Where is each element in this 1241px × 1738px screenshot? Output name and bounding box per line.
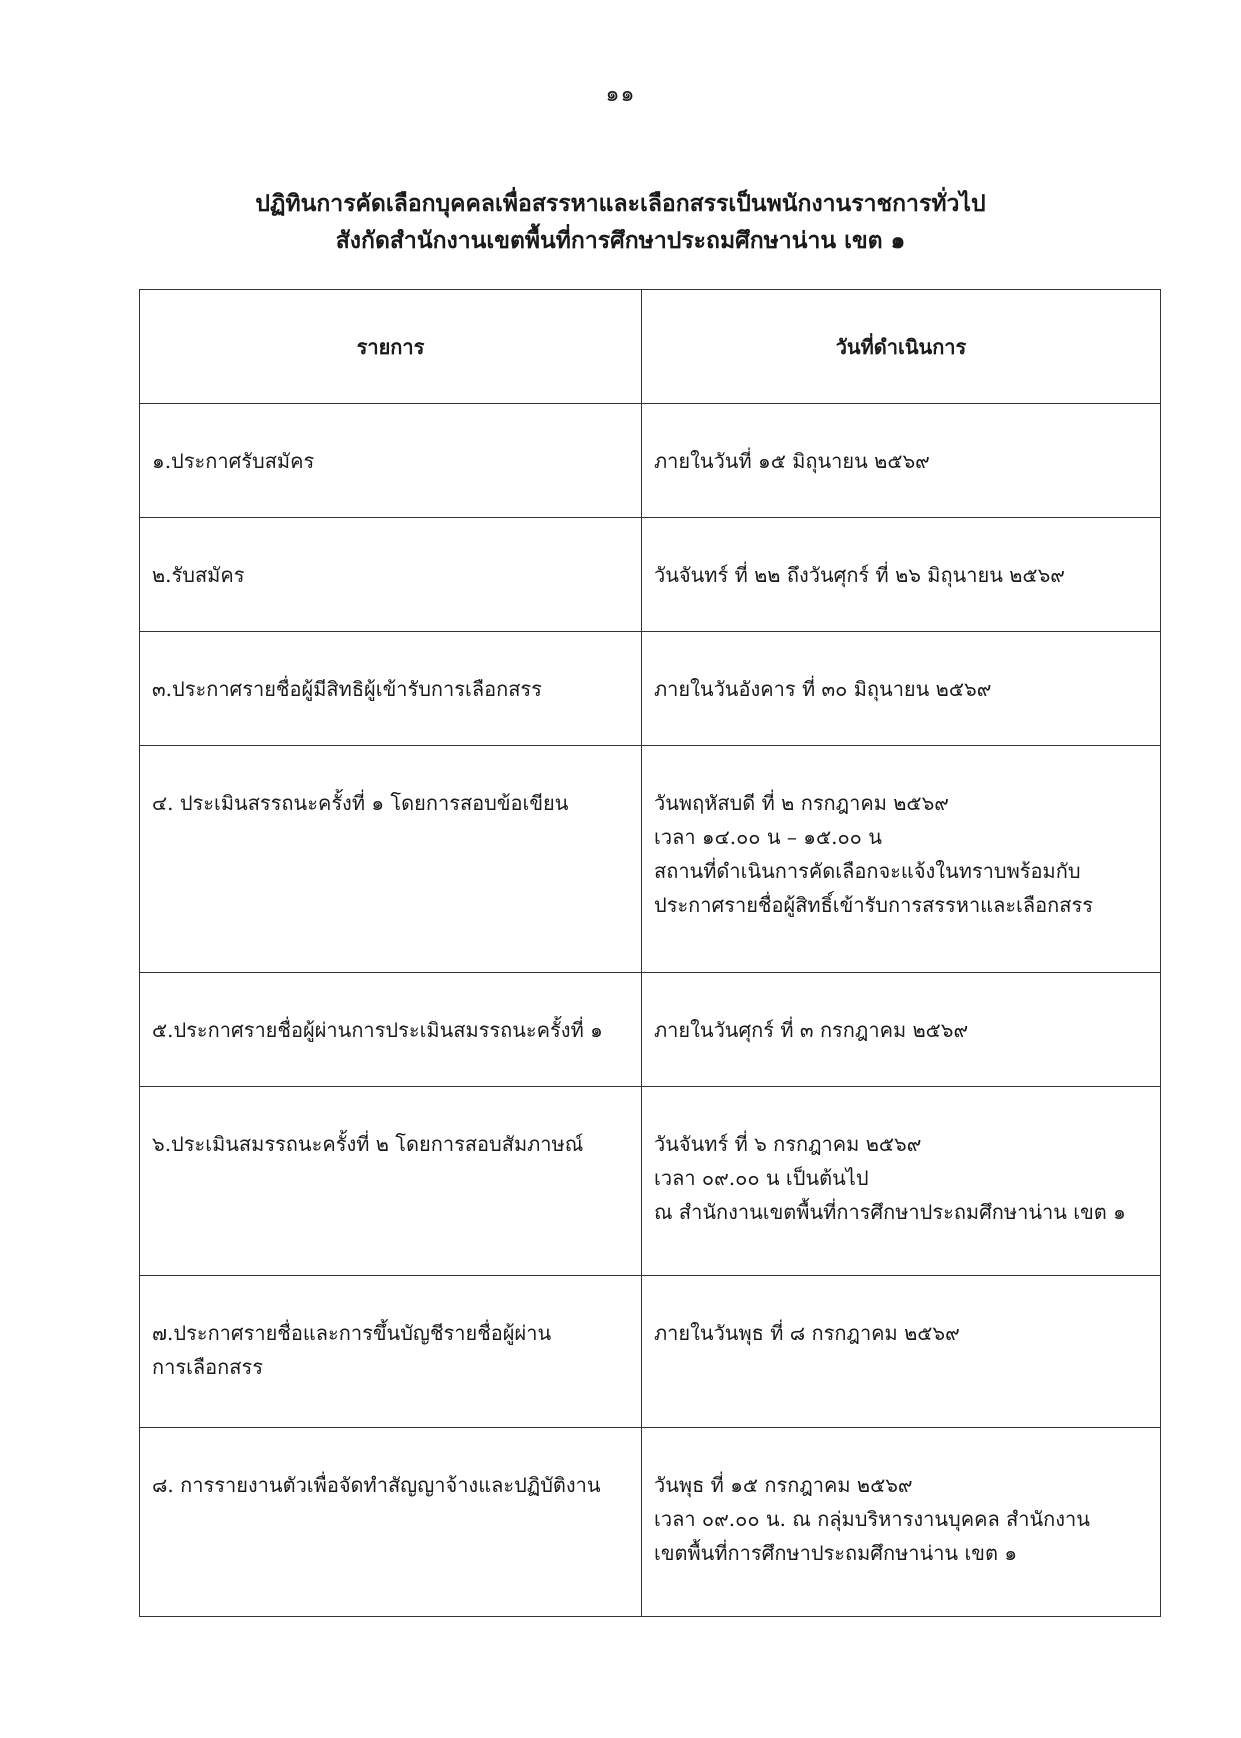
- document-title-line-1: ปฏิทินการคัดเลือกบุคคลเพื่อสรรหาและเลือกสรรเป็นพนักงานราชการทั่วไป: [255, 190, 986, 217]
- venue-text: ณ สำนักงานเขตพื้นที่การศึกษาประถมศึกษาน่าน เขต ๑: [654, 1200, 1126, 1224]
- table-row: [140, 632, 1161, 746]
- date-cell: [642, 1428, 1161, 1617]
- item-cell: [140, 632, 642, 746]
- table-header-row: [140, 290, 1161, 404]
- item-text: ๑.ประกาศรับสมัคร: [152, 449, 315, 473]
- item-text: ๔. ประเมินสรรถนะครั้งที่ ๑ โดยการสอบข้อเขียน: [152, 791, 569, 815]
- date-text: วันพฤหัสบดี ที่ ๒ กรกฎาคม ๒๕๖๙: [654, 791, 949, 815]
- date-text: วันพุธ ที่ ๑๕ กรกฎาคม ๒๕๖๙: [654, 1473, 913, 1497]
- date-text: ภายในวันที่ ๑๕ มิถุนายน ๒๕๖๙: [654, 449, 930, 473]
- date-cell: [642, 518, 1161, 632]
- date-cell: [642, 973, 1161, 1087]
- table-row: [140, 746, 1161, 973]
- page-number: ๑๑: [605, 82, 636, 107]
- item-text: ๖.ประเมินสมรรถนะครั้งที่ ๒ โดยการสอบสัมภาษณ์: [152, 1132, 584, 1156]
- table-row: [140, 518, 1161, 632]
- venue-note-text: สถานที่ดำเนินการคัดเลือกจะแจ้งในทราบพร้อมกับ: [654, 859, 1081, 883]
- venue-text: เขตพื้นที่การศึกษาประถมศึกษาน่าน เขต ๑: [654, 1541, 1018, 1565]
- item-cell: [140, 1276, 642, 1428]
- table-row: [140, 973, 1161, 1087]
- date-cell: [642, 1276, 1161, 1428]
- item-cell: [140, 1428, 642, 1617]
- time-text: เวลา ๐๙.๐๐ น เป็นต้นไป: [654, 1166, 869, 1190]
- item-text: ๓.ประกาศรายชื่อผู้มีสิทธิผู้เข้ารับการเลือกสรร: [152, 677, 542, 701]
- item-cell: [140, 746, 642, 973]
- column-header-date: วันที่ดำเนินการ: [642, 290, 1161, 404]
- date-cell: [642, 746, 1161, 973]
- date-cell: [642, 1087, 1161, 1276]
- document-title-line-2: สังกัดสำนักงานเขตพื้นที่การศึกษาประถมศึกษาน่าน เขต ๑: [335, 227, 906, 254]
- item-cell: [140, 1087, 642, 1276]
- item-text: การเลือกสรร: [152, 1355, 263, 1379]
- schedule-table: [139, 289, 1161, 1617]
- item-cell: [140, 518, 642, 632]
- item-cell: [140, 404, 642, 518]
- table-row: [140, 1428, 1161, 1617]
- item-cell: [140, 973, 642, 1087]
- date-text: วันจันทร์ ที่ ๒๒ ถึงวันศุกร์ ที่ ๒๖ มิถุนายน ๒๕๖๙: [654, 563, 1065, 587]
- item-text: ๒.รับสมัคร: [152, 563, 245, 587]
- time-venue-text: เวลา ๐๙.๐๐ น. ณ กลุ่มบริหารงานบุคคล สำนักงาน: [654, 1507, 1090, 1531]
- item-text: ๘. การรายงานตัวเพื่อจัดทำสัญญาจ้างและปฏิบัติงาน: [152, 1473, 601, 1497]
- table-row: [140, 404, 1161, 518]
- venue-note-text: ประกาศรายชื่อผู้สิทธิ์เข้ารับการสรรหาและเลือกสรร: [654, 893, 1093, 917]
- date-text: วันจันทร์ ที่ ๖ กรกฎาคม ๒๕๖๙: [654, 1132, 922, 1156]
- date-text: ภายในวันศุกร์ ที่ ๓ กรกฎาคม ๒๕๖๙: [654, 1018, 969, 1042]
- table-row: [140, 1276, 1161, 1428]
- item-text: ๕.ประกาศรายชื่อผู้ผ่านการประเมินสมรรถนะครั้งที่ ๑: [152, 1018, 603, 1042]
- date-text: ภายในวันอังคาร ที่ ๓๐ มิถุนายน ๒๕๖๙: [654, 677, 992, 701]
- date-cell: [642, 404, 1161, 518]
- item-text: ๗.ประกาศรายชื่อและการขึ้นบัญชีรายชื่อผู้ผ่าน: [152, 1321, 552, 1345]
- date-cell: [642, 632, 1161, 746]
- time-text: เวลา ๑๔.๐๐ น – ๑๕.๐๐ น: [654, 825, 882, 849]
- table-row: [140, 1087, 1161, 1276]
- date-text: ภายในวันพุธ ที่ ๘ กรกฎาคม ๒๕๖๙: [654, 1321, 960, 1345]
- column-header-item: รายการ: [140, 290, 642, 404]
